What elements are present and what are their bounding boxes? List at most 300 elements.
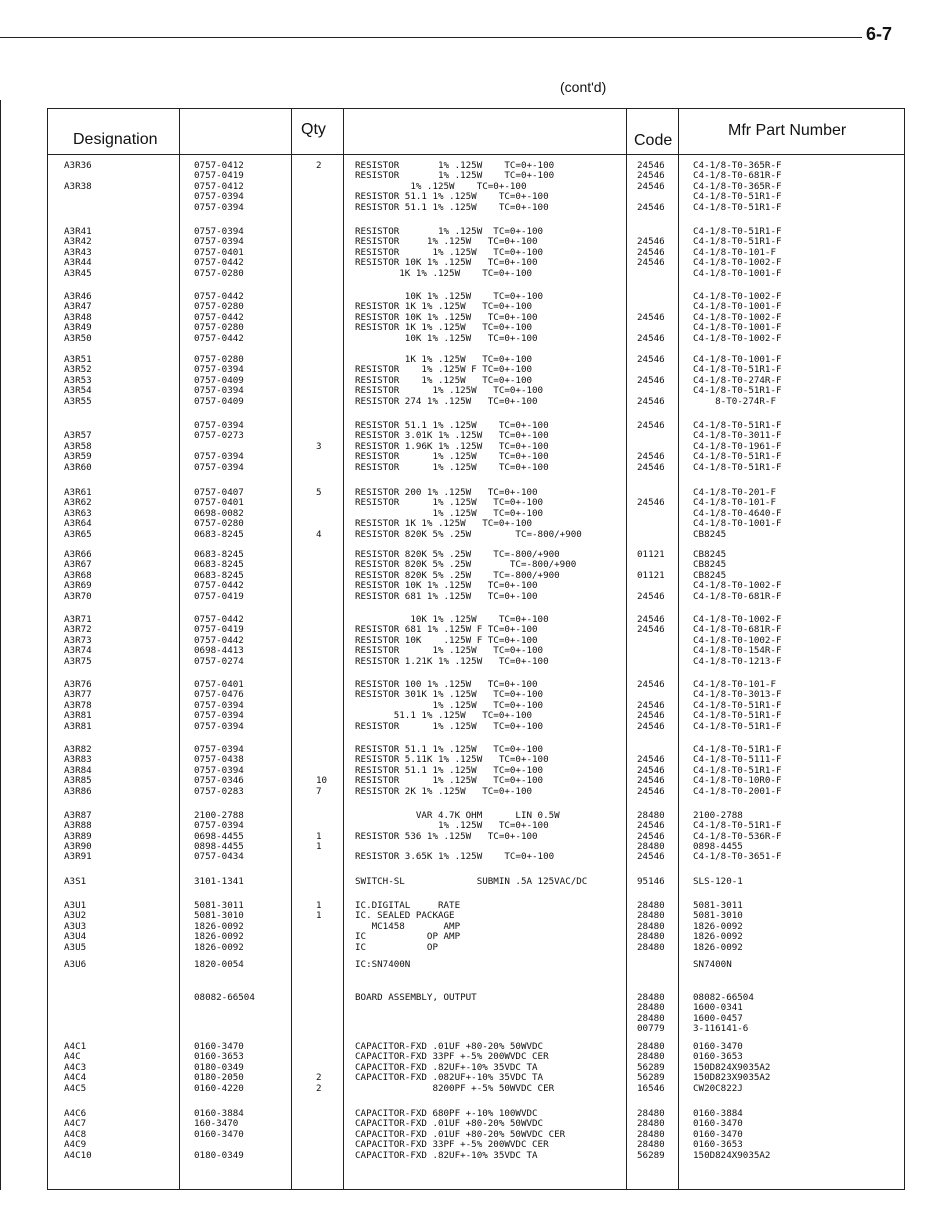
mfr-part-cell: C4-1/8-T0-51R1-F	[693, 420, 782, 431]
mfr-part-cell: 8-T0-274R-F	[693, 395, 776, 407]
description-cell: RESISTOR 1% .125W TC=0+-100	[355, 775, 544, 787]
qty-cell	[316, 452, 322, 462]
hp-part-cell: 0757-0280	[194, 301, 244, 313]
mfr-part-cell: C4-1/8-T0-1001-F	[693, 518, 782, 530]
code-cell	[637, 192, 665, 202]
description-cell: IC:SN7400N	[355, 959, 411, 970]
code-cell: 24546	[637, 679, 665, 690]
hp-part-cell: 0757-0394	[194, 451, 244, 463]
qty-cell	[316, 755, 327, 765]
hp-part-cell: 0757-0419	[194, 170, 244, 182]
designation-cell: A3R62	[64, 497, 92, 509]
mfr-part-cell: 5081-3010	[693, 910, 743, 922]
mfr-part-cell: 1600-0457	[693, 1012, 743, 1024]
description-cell: RESISTOR 1% .125W TC=0+-100	[355, 720, 544, 732]
hp-part-cell: 0757-0280	[194, 518, 244, 530]
designation-cell: A3R51	[64, 354, 92, 365]
hp-part-cell: 0683-8245	[194, 559, 244, 571]
designation-cell: A3R58	[64, 440, 92, 452]
mfr-part-cell: SLS-120-1	[693, 876, 743, 887]
mfr-part-cell: C4-1/8-T0-51R1-F	[693, 764, 782, 776]
mfr-part-cell: C4-1/8-T0-1002-F	[693, 634, 782, 646]
description-cell: RESISTOR 1K 1% .125W TC=0+-100	[355, 301, 533, 313]
qty-cell: 1	[316, 900, 322, 911]
table-row-group-mfr_part	[693, 852, 782, 862]
table-row-group-code	[637, 745, 665, 797]
mfr-part-cell: C4-1/8-T0-51R1-F	[693, 364, 782, 376]
qty-cell	[316, 171, 322, 181]
table-row-group-mfr_part	[693, 877, 743, 887]
table-row-group-hp_part	[194, 960, 244, 970]
mfr-part-cell: C4-1/8-T0-1001-F	[693, 322, 782, 334]
description-cell: 1% .125W TC=0+-100	[355, 507, 544, 519]
description-cell: RESISTOR 1% .125W TC=0+-100	[355, 160, 555, 171]
hp-part-cell: 0757-0346	[194, 775, 244, 787]
table-row-group-hp_part	[194, 488, 244, 540]
code-cell: 28480	[637, 810, 665, 821]
description-cell: RESISTOR 1% .125W TC=0+-100	[355, 645, 544, 657]
table-row-group-hp_part	[194, 993, 255, 1035]
mfr-part-cell: C4-1/8-T0-154R-F	[693, 645, 782, 657]
code-cell	[637, 269, 665, 279]
header-divider	[48, 154, 904, 155]
column-divider	[678, 109, 679, 1189]
table-row-group-designation	[64, 615, 92, 667]
designation-cell: A3R46	[64, 291, 92, 302]
description-cell: CAPACITOR-FXD .082UF+-10% 35VDC TA	[355, 1072, 544, 1084]
hp-part-cell: 0757-0409	[194, 374, 244, 386]
qty-cell	[316, 192, 322, 202]
hp-part-cell: 0757-0442	[194, 634, 244, 646]
table-row-group-mfr_part	[693, 960, 732, 970]
hp-part-cell: 0757-0280	[194, 354, 244, 365]
table-row-group-mfr_part	[693, 1109, 770, 1161]
hp-part-cell: 0757-0412	[194, 180, 244, 192]
table-row-group-code	[637, 488, 665, 540]
code-cell	[637, 636, 665, 646]
designation-cell: A3R77	[64, 689, 92, 701]
description-cell: RESISTOR 1% .125W TC=0+-100	[355, 170, 555, 182]
code-cell	[637, 657, 665, 667]
designation-cell: A3R69	[64, 580, 92, 592]
code-cell: 24546	[637, 775, 665, 787]
hp-part-cell	[194, 1014, 255, 1024]
hp-part-cell: 0698-4413	[194, 645, 244, 657]
hp-part-cell: 0757-0394	[194, 710, 244, 722]
code-cell: 24546	[637, 461, 665, 473]
designation-cell: A3R91	[64, 851, 92, 862]
table-row-group-description	[355, 550, 576, 602]
code-cell: 24546	[637, 720, 665, 732]
table-row-group-code	[637, 292, 665, 344]
mfr-part-cell: C4-1/8-T0-681R-F	[693, 170, 782, 182]
hp-part-cell: 0757-0394	[194, 201, 244, 213]
table-row-group-code	[637, 161, 665, 213]
table-row-group-designation	[64, 811, 92, 853]
code-cell: 24546	[637, 754, 665, 766]
table-row-group-designation	[64, 960, 86, 970]
mfr-part-cell: C4-1/8-T0-681R-F	[693, 624, 782, 636]
table-row-group-designation	[64, 745, 92, 797]
code-cell	[637, 509, 665, 519]
description-cell: MC1458 AMP	[355, 920, 461, 932]
description-cell: RESISTOR 51.1 1% .125W TC=0+-100	[355, 764, 544, 776]
description-cell: RESISTOR 1K 1% .125W TC=0+-100	[355, 322, 533, 334]
table-row-group-mfr_part	[693, 901, 743, 953]
code-cell: 01121	[637, 549, 665, 560]
table-row-group-designation	[64, 355, 92, 407]
hp-part-cell: 0757-0394	[194, 191, 244, 203]
designation-cell: A3R85	[64, 775, 92, 787]
mfr-part-cell: C4-1/8-T0-1002-F	[693, 580, 782, 592]
table-row-group-code	[637, 877, 665, 887]
table-row-group-mfr_part	[693, 161, 782, 213]
table-row-group-designation	[64, 1042, 86, 1094]
mfr-part-cell: C4-1/8-T0-1002-F	[693, 291, 782, 302]
table-row-group-code	[637, 615, 665, 667]
code-cell: 24546	[637, 374, 665, 386]
table-row-group-description	[355, 852, 554, 862]
table-row-group-hp_part	[194, 852, 244, 862]
description-cell: 8200PF +-5% 50WVDC CER	[355, 1082, 555, 1094]
mfr-part-cell: 5081-3011	[693, 900, 743, 911]
mfr-part-cell: CB8245	[693, 549, 727, 560]
qty-cell: 10	[316, 775, 328, 787]
mfr-part-cell: C4-1/8-T0-1002-F	[693, 332, 782, 344]
designation-cell: A3R88	[64, 820, 92, 832]
qty-cell: 1	[316, 910, 322, 922]
qty-cell	[316, 932, 322, 942]
hp-part-cell: 0757-0280	[194, 267, 244, 279]
description-cell: RESISTOR 536 1% .125W TC=0+-100	[355, 830, 538, 842]
header-mfr-part: Mfr Part Number	[728, 122, 847, 139]
designation-cell: A3R60	[64, 461, 92, 473]
description-cell: RESISTOR 10K 1% .125W TC=0+-100	[355, 257, 538, 269]
description-cell: CAPACITOR-FXD 33PF +-5% 200WVDC CER	[355, 1051, 549, 1063]
table-row-group-mfr_part	[693, 227, 782, 279]
mfr-part-cell: C4-1/8-T0-51R1-F	[693, 191, 782, 203]
description-cell: RESISTOR 1% .125W TC=0+-100	[355, 451, 549, 463]
designation-cell: A3R55	[64, 395, 92, 407]
description-cell: RESISTOR 820K 5% .25W TC=-800/+900	[355, 559, 577, 571]
code-cell: 24546	[637, 354, 665, 365]
description-cell: RESISTOR 5.11K 1% .125W TC=0+-100	[355, 754, 549, 766]
table-row-group-description	[355, 161, 554, 213]
table-row-group-hp_part	[194, 292, 244, 344]
mfr-part-cell: 1826-0092	[693, 941, 743, 953]
description-cell	[355, 1003, 477, 1013]
mfr-part-cell: 2100-2788	[693, 810, 743, 821]
mfr-part-cell: C4-1/8-T0-51R1-F	[693, 820, 782, 832]
code-cell: 56289	[637, 1072, 665, 1084]
hp-part-cell: 0757-0394	[194, 364, 244, 376]
code-cell: 28480	[637, 841, 665, 853]
mfr-part-cell: C4-1/8-T0-365R-F	[693, 180, 782, 192]
description-cell: 51.1 1% .125W TC=0+-100	[355, 710, 533, 722]
code-cell: 28480	[637, 1139, 665, 1151]
code-cell: 24546	[637, 332, 665, 344]
designation-cell: A3R74	[64, 645, 92, 657]
description-cell: IC OP	[355, 941, 438, 953]
hp-part-cell: 3101-1341	[194, 876, 244, 887]
designation-cell: A3R70	[64, 590, 92, 602]
hp-part-cell: 0757-0394	[194, 226, 244, 237]
mfr-part-cell: 1826-0092	[693, 931, 743, 943]
designation-cell: A3R67	[64, 559, 92, 571]
code-cell: 24546	[637, 451, 665, 463]
table-row-group-qty	[316, 901, 322, 953]
hp-part-cell: 0160-3470	[194, 1128, 244, 1140]
designation-cell: A3R81	[64, 720, 92, 732]
designation-cell: A3R68	[64, 569, 92, 581]
designation-cell: A3R49	[64, 322, 92, 334]
description-cell: RESISTOR 820K 5% .25W TC=-800/+900	[355, 528, 582, 540]
mfr-part-cell: 0160-3470	[693, 1118, 743, 1130]
code-cell: 24546	[637, 614, 665, 625]
mfr-part-cell: C4-1/8-T0-51R1-F	[693, 744, 782, 755]
qty-cell	[316, 943, 322, 953]
qty-cell	[316, 463, 322, 473]
hp-part-cell: 0757-0394	[194, 720, 244, 732]
description-cell: RESISTOR 51.1 1% .125W TC=0+-100	[355, 744, 544, 755]
table-row-group-hp_part	[194, 1042, 244, 1094]
table-row-group-qty	[316, 421, 322, 473]
code-cell: 28480	[637, 941, 665, 953]
hp-part-cell: 0757-0434	[194, 851, 244, 862]
description-cell: RESISTOR 51.1 1% .125W TC=0+-100	[355, 420, 549, 431]
designation-cell: A3R57	[64, 430, 92, 442]
qty-cell: 1	[316, 841, 322, 853]
designation-cell: A3U6	[64, 959, 87, 970]
hp-part-cell: 0757-0274	[194, 655, 244, 667]
designation-cell: A3R52	[64, 364, 92, 376]
designation-cell: A4C6	[64, 1108, 87, 1119]
mfr-part-cell: C4-1/8-T0-51R1-F	[693, 385, 782, 397]
code-cell: 56289	[637, 1149, 665, 1161]
hp-part-cell	[194, 1003, 255, 1013]
code-cell: 24546	[637, 180, 665, 192]
table-row-group-designation	[64, 227, 92, 279]
description-cell: 1K 1% .125W TC=0+-100	[355, 267, 533, 279]
description-cell: 10K 1% .125W TC=0+-100	[355, 332, 538, 344]
mfr-part-cell: C4-1/8-T0-1001-F	[693, 267, 782, 279]
description-cell: 1K 1% .125W TC=0+-100	[355, 354, 533, 365]
table-row-group-hp_part	[194, 421, 244, 473]
code-cell: 28480	[637, 1002, 665, 1014]
table-row-group-qty	[316, 488, 322, 540]
code-cell: 24546	[637, 311, 665, 323]
hp-part-cell: 1826-0092	[194, 941, 244, 953]
table-row-group-mfr_part	[693, 680, 782, 732]
description-cell: RESISTOR 3.01K 1% .125W TC=0+-100	[355, 430, 549, 442]
table-row-group-hp_part	[194, 745, 244, 797]
table-row-group-hp_part	[194, 901, 244, 953]
description-cell: RESISTOR 1% .125W TC=0+-100	[355, 236, 538, 248]
hp-part-cell	[194, 1024, 255, 1034]
table-row-group-mfr_part	[693, 993, 754, 1035]
designation-cell: A3R63	[64, 507, 92, 519]
designation-cell: A3U1	[64, 900, 87, 911]
designation-cell: A3R47	[64, 301, 92, 313]
table-row-group-mfr_part	[693, 811, 782, 853]
table-row-group-description	[355, 227, 543, 279]
table-row-group-hp_part	[194, 1109, 244, 1161]
designation-cell: A3R81	[64, 710, 92, 722]
code-cell: 24546	[637, 497, 665, 509]
qty-cell: 7	[316, 785, 322, 797]
table-row-group-description	[355, 993, 477, 1035]
description-cell: CAPACITOR-FXD .01UF +80-20% 50WVDC CER	[355, 1128, 566, 1140]
code-cell: 16546	[637, 1082, 665, 1094]
table-row-group-code	[637, 550, 665, 602]
mfr-part-cell: C4-1/8-T0-365R-F	[693, 160, 782, 171]
mfr-part-cell: C4-1/8-T0-4640-F	[693, 507, 782, 519]
qty-cell	[316, 1052, 322, 1062]
page-number: 6-7	[866, 24, 893, 44]
description-cell: RESISTOR 1% .125W TC=0+-100	[355, 246, 544, 258]
description-cell: IC. SEALED PACKAGE	[355, 910, 455, 922]
hp-part-cell: 1820-0054	[194, 959, 244, 970]
designation-cell	[64, 203, 92, 213]
qty-cell: 2	[316, 160, 322, 171]
designation-cell: A4C7	[64, 1118, 87, 1130]
description-cell: 1% .125W TC=0+-100	[355, 180, 527, 192]
hp-part-cell: 0757-0442	[194, 291, 244, 302]
column-divider	[291, 109, 292, 1189]
code-cell: 28480	[637, 992, 665, 1003]
table-row-group-description	[355, 1109, 565, 1161]
designation-cell: A4C5	[64, 1082, 87, 1094]
code-cell: 24546	[637, 764, 665, 776]
description-cell: RESISTOR 1% .125W TC=0+-100	[355, 497, 544, 509]
code-cell: 24546	[637, 830, 665, 842]
mfr-part-cell: 3-116141-6	[693, 1023, 749, 1035]
top-rule	[0, 37, 862, 38]
header-qty: Qty	[301, 121, 326, 138]
description-cell: RESISTOR 1% .125W TC=0+-100	[355, 374, 533, 386]
description-cell: IC.DIGITAL RATE	[355, 900, 461, 911]
parts-table	[47, 108, 905, 1190]
designation-cell: A3R66	[64, 549, 92, 560]
mfr-part-cell: C4-1/8-T0-101-F	[693, 679, 776, 690]
description-cell: RESISTOR 51.1 1% .125W TC=0+-100	[355, 191, 549, 203]
mfr-part-cell: SN7400N	[693, 959, 732, 970]
mfr-part-cell: 1826-0092	[693, 920, 743, 932]
code-cell: 28480	[637, 1012, 665, 1024]
column-divider	[626, 109, 627, 1189]
designation-cell: A4C	[64, 1051, 81, 1063]
designation-cell: A3R44	[64, 257, 92, 269]
table-row-group-mfr_part	[693, 1042, 770, 1094]
hp-part-cell: 0683-8245	[194, 569, 244, 581]
hp-part-cell: 0757-0401	[194, 679, 244, 690]
designation-cell: A4C8	[64, 1128, 87, 1140]
code-cell: 28480	[637, 1041, 665, 1052]
designation-cell: A3R38	[64, 180, 92, 192]
mfr-part-cell: C4-1/8-T0-51R1-F	[693, 720, 782, 732]
hp-part-cell: 160-3470	[194, 1118, 239, 1130]
hp-part-cell: 1826-0092	[194, 931, 244, 943]
code-cell: 24546	[637, 170, 665, 182]
table-row-group-code	[637, 993, 665, 1035]
designation-cell: A4C10	[64, 1149, 92, 1161]
table-row-group-code	[637, 1042, 665, 1094]
column-divider	[343, 109, 344, 1189]
hp-part-cell: 0160-4220	[194, 1082, 244, 1094]
hp-part-cell: 0757-0412	[194, 160, 244, 171]
hp-part-cell: 0757-0394	[194, 744, 244, 755]
table-row-group-description	[355, 901, 460, 953]
hp-part-cell: 0757-0394	[194, 764, 244, 776]
code-cell: 24546	[637, 624, 665, 636]
designation-cell: A3R72	[64, 624, 92, 636]
table-row-group-designation	[64, 161, 92, 213]
designation-cell: A3R61	[64, 487, 92, 498]
mfr-part-cell: CB8245	[693, 569, 727, 581]
hp-part-cell: 0757-0438	[194, 754, 244, 766]
mfr-part-cell: C4-1/8-T0-201-F	[693, 487, 776, 498]
table-row-group-description	[355, 877, 587, 887]
table-row-group-hp_part	[194, 615, 244, 667]
mfr-part-cell: C4-1/8-T0-1213-F	[693, 655, 782, 667]
table-row-group-code	[637, 852, 665, 862]
description-cell: RESISTOR 51.1 1% .125W TC=0+-100	[355, 201, 549, 213]
code-cell: 24546	[637, 820, 665, 832]
table-row-group-qty	[316, 745, 327, 797]
qty-cell	[316, 922, 322, 932]
description-cell: CAPACITOR-FXD .82UF+-10% 35VDC TA	[355, 1149, 538, 1161]
mfr-part-cell: C4-1/8-T0-1002-F	[693, 257, 782, 269]
table-row-group-description	[355, 488, 582, 540]
mfr-part-cell: 150D823X9035A2	[693, 1072, 771, 1084]
description-cell: SWITCH-SL SUBMIN .5A 125VAC/DC	[355, 876, 588, 887]
mfr-part-cell: C4-1/8-T0-10R0-F	[693, 775, 782, 787]
table-row-group-code	[637, 811, 665, 853]
description-cell: RESISTOR 3.65K 1% .125W TC=0+-100	[355, 851, 555, 862]
qty-cell: 2	[316, 1082, 322, 1094]
designation-cell: A3R53	[64, 374, 92, 386]
code-cell: 28480	[637, 1108, 665, 1119]
mfr-part-cell: C4-1/8-T0-1961-F	[693, 440, 782, 452]
hp-part-cell: 0180-0349	[194, 1061, 244, 1073]
table-row-group-code	[637, 355, 665, 407]
hp-part-cell: 0757-0419	[194, 590, 244, 602]
designation-cell: A3R42	[64, 236, 92, 248]
description-cell: RESISTOR 100 1% .125W TC=0+-100	[355, 679, 538, 690]
mfr-part-cell: C4-1/8-T0-5111-F	[693, 754, 782, 766]
description-cell: RESISTOR 1K 1% .125W TC=0+-100	[355, 518, 533, 530]
table-row-group-code	[637, 227, 665, 279]
hp-part-cell: 0898-4455	[194, 841, 244, 853]
table-row-group-designation	[64, 488, 92, 540]
hp-part-cell: 0757-0401	[194, 246, 244, 258]
description-cell: CAPACITOR-FXD .01UF +80-20% 50WVDC	[355, 1041, 544, 1052]
description-cell: VAR 4.7K OHM LIN 0.5W	[355, 810, 560, 821]
code-cell: 24546	[637, 590, 665, 602]
code-cell: 28480	[637, 900, 665, 911]
table-row-group-designation	[64, 901, 86, 953]
description-cell: 1% .125W TC=0+-100	[355, 820, 549, 832]
code-cell: 24546	[637, 395, 665, 407]
description-cell: RESISTOR 274 1% .125W TC=0+-100	[355, 395, 538, 407]
hp-part-cell: 0757-0283	[194, 785, 244, 797]
mfr-part-cell: C4-1/8-T0-101-F	[693, 497, 776, 509]
description-cell: 10K 1% .125W TC=0+-100	[355, 291, 544, 302]
designation-cell: A3R75	[64, 655, 92, 667]
description-cell: RESISTOR 10K 1% .125W TC=0+-100	[355, 311, 538, 323]
column-divider	[179, 109, 180, 1189]
table-row-group-description	[355, 811, 560, 853]
